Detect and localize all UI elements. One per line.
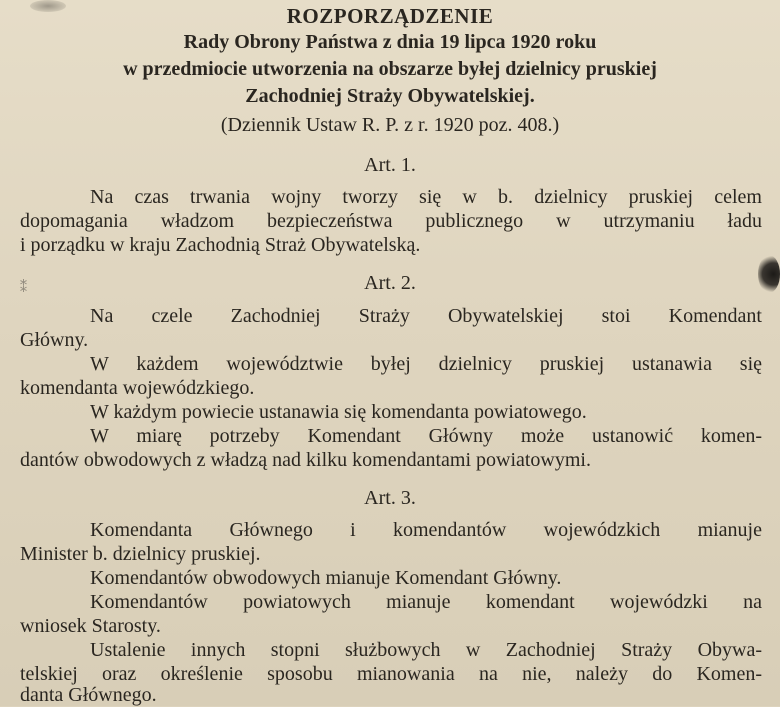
document-subtitle: w przedmiocie utworzenia na obszarze byłej dzielnicy pruskiej [123,58,657,80]
article-text-line: Główny. [20,329,89,351]
article-text-line: dopomagania władzom bezpieczeństwa publicznego w utrzymaniu ładu [20,210,762,232]
article-text-line: Na czas trwania wojny tworzy się w b. dzielnicy pruskiej celem [90,186,762,208]
article-text-line: telskiej oraz określenie sposobu mianowania na nie, należy do Komen- [20,663,762,685]
article-text-line: Ustalenie innych stopni służbowych w Zachodniej Straży Obywa- [90,639,762,661]
article-heading: Art. 1. [364,154,416,176]
article-heading: Art. 3. [364,487,416,509]
paper-fleck: ⁑ [20,281,27,296]
article-text-line: Komendantów powiatowych mianuje komendant wojewódzki na [90,591,762,613]
article-text-line: Komendanta Głównego i komendantów wojewódzkich mianuje [90,519,762,541]
article-text-line: Komendantów obwodowych mianuje Komendant Główny. [90,567,562,589]
article-text-line: danta Głównego. [20,684,157,706]
article-text-line: W każdem województwie byłej dzielnicy pruskiej ustanawia się [90,353,762,375]
document-subtitle: Rady Obrony Państwa z dnia 19 lipca 1920 roku [183,31,597,53]
article-text-line: W każdym powiecie ustanawia się komendanta powiatowego. [90,401,587,423]
article-text-line: wniosek Starosty. [20,615,161,637]
article-text-line: komendanta wojewódzkiego. [20,377,255,399]
article-text-line: i porządku w kraju Zachodnią Straż Obywatelską. [20,234,421,256]
article-text-line: Minister b. dzielnicy pruskiej. [20,543,261,565]
article-heading: Art. 2. [364,272,416,294]
article-text-line: Na czele Zachodniej Straży Obywatelskiej stoi Komendant [90,305,762,327]
source-citation: (Dziennik Ustaw R. P. z r. 1920 poz. 408.) [220,114,560,136]
article-text-line: dantów obwodowych z władzą nad kilku komendantami powiatowymi. [20,449,591,471]
document-title: ROZPORZĄDZENIE [286,4,494,28]
document-subtitle: Zachodniej Straży Obywatelskiej. [245,85,535,107]
article-text-line: W miarę potrzeby Komendant Główny może ustanowić komen- [90,425,762,447]
